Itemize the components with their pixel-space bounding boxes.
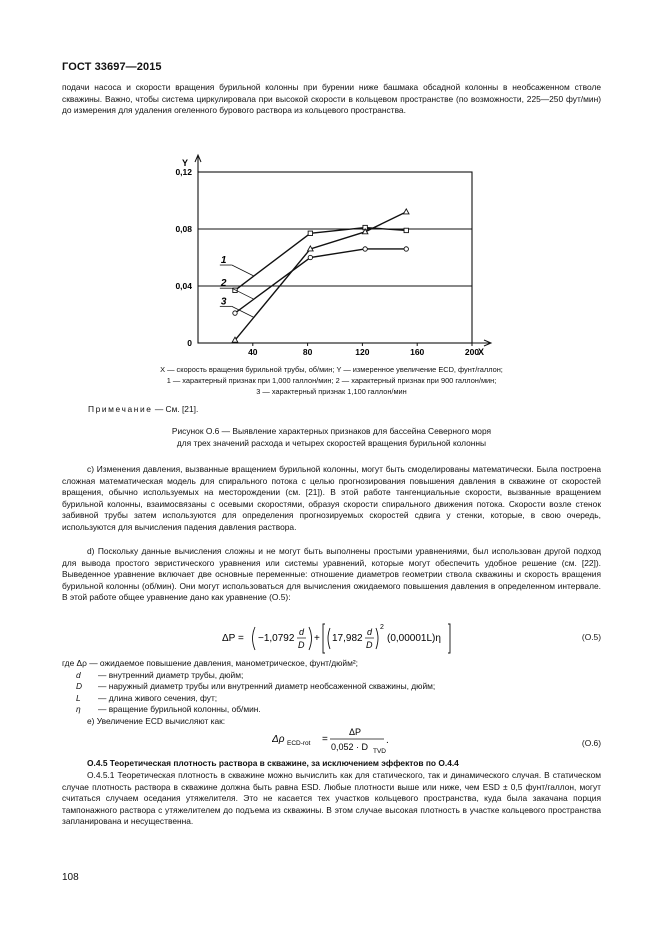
- def-symbol: D: [76, 681, 83, 692]
- definition-row: [62, 670, 435, 682]
- eq5-coef2: 17,982: [332, 633, 363, 644]
- x-tick-label: 160: [410, 347, 425, 357]
- x-tick-label: 120: [355, 347, 370, 357]
- def-symbol: L: [76, 692, 81, 703]
- eq5-frac-num: d: [299, 627, 305, 637]
- definition-row: [62, 704, 435, 716]
- eq5-lhs: ΔP =: [222, 633, 244, 644]
- chart-frame: [195, 155, 491, 346]
- eq6-dot: .: [386, 735, 389, 746]
- eq5-tail: (0,00001L)η: [387, 633, 441, 644]
- definition-row: [62, 681, 435, 693]
- paragraph-e: e) Увеличение ECD вычисляют как:: [87, 715, 226, 726]
- page-number: 108: [62, 872, 79, 883]
- eq5-exponent: 2: [380, 624, 384, 631]
- series-label-3: 3: [220, 296, 227, 308]
- series-point-2: [233, 311, 237, 315]
- page-header: ГОСТ 33697—2015: [62, 61, 162, 73]
- paragraph-c: c) Изменения давления, вызванные вращением бурильной колонны, могут быть смоделированы математически. Была построена сложная математическая модель для спирального потока с целью прогнозирования повышения давления в скважине от скоростей вращения, обычно используемых на месторождении (см. [21]). В этой работе тангенциальные скорости, вызванные вращением бурильной колонны, взаимосвязаны с осевыми скоростями, образуя скорости спирального движения потока. Скорости возле стенок забивной трубы затем используются для определения прогнозируемых скоростей сдвига у стенки, которые, в свою очередь, используются для вычисления падения давления раствора.: [62, 464, 601, 532]
- intro-paragraph: подачи насоса и скорости вращения бурильной колонны при бурении ниже башмака обсадной колонны в необсаженном стволе скважины. Важно, чтобы система циркулировала при высокой скорости в кольцевом пространстве (по возможности, 225—250 фут/мин) до измерения для удаления огеленного бурового раствора из кольцевого пространства.: [62, 82, 601, 116]
- series-point-2: [308, 255, 312, 259]
- note-label: Примечание: [88, 404, 153, 414]
- y-tick-label: 0,04: [175, 281, 192, 291]
- definition-row: [62, 693, 435, 705]
- eq6-numerator: ΔP: [349, 727, 362, 737]
- chart-caption: [62, 364, 601, 397]
- eq5-frac-den: D: [298, 640, 305, 650]
- y-tick-label: 0: [187, 338, 192, 348]
- eq6-denominator: 0,052 · D: [331, 742, 369, 752]
- series-label-2: 2: [220, 278, 227, 290]
- caption-line: 3 — характерный признак 1,100 галлон/мин: [256, 387, 407, 396]
- x-tick-label: 200: [464, 347, 480, 357]
- figure-note: [88, 404, 198, 414]
- eq5-coef1: −1,0792: [258, 633, 295, 644]
- paragraph-0451: О.4.5.1 Теоретическая плотность в скважине можно вычислить как для статического, так и динамического случая. В статическом случае плотность раствора в скважине должна быть равна ESD. Любые плотности выше или ниже, чем ESD ± 0,5 фунт/галлон, могут считаться случаем оседания утяжелителя. Это не касается тех участков кольцевого пространства, куда была закачана порция тампонажного раствора с утяжелителем до подъема из скважины. В этом случае высокая плотность в участке кольцевого пространства запланирована и несущественна.: [62, 770, 601, 827]
- series-point-1: [404, 228, 408, 232]
- where-line: где Δρ — ожидаемое повышение давления, манометрическое, фунт/дюйм²;: [62, 658, 358, 668]
- figure-title-line: Рисунок О.6 — Выявление характерных признаков для бассейна Северного моря: [171, 426, 492, 436]
- chart-grid: [198, 229, 472, 286]
- definitions: [62, 658, 435, 728]
- caption-line: 1 — характерный признак при 1,000 галлон/мин; 2 — характерный признак при 900 галлон/мин;: [166, 376, 497, 385]
- series-point-1: [308, 231, 312, 235]
- eq6-lhs: Δρ: [272, 734, 285, 745]
- figure-title-line: для трех значений расхода и четырех скоростей вращения бурильной колонны: [176, 438, 487, 448]
- equation-o5: [222, 620, 452, 656]
- series-line-3: [235, 212, 406, 340]
- series-point-2: [363, 247, 367, 251]
- section-heading: О.4.5 Теоретическая плотность раствора в скважине, за исключением эффектов по О.4.4: [87, 758, 459, 768]
- eq6-den-sub: TVD: [373, 748, 386, 755]
- eq6-lhs-sub: ECD-rot: [287, 740, 311, 747]
- y-tick-label: 0,08: [175, 224, 192, 234]
- y-tick-label: 0,12: [175, 167, 192, 177]
- x-axis-label: X: [478, 347, 485, 357]
- series-point-2: [404, 247, 408, 251]
- chart-labels: [182, 158, 484, 357]
- eq6-number: (О.6): [581, 738, 601, 748]
- plot-border: [198, 172, 472, 343]
- caption-line: X — скорость вращения бурильной трубы, об/мин; Y — измеренное увеличение ECD, фунт/галлон;: [160, 365, 503, 374]
- def-symbol: η: [76, 704, 81, 715]
- leader-line-2: [232, 288, 254, 299]
- def-text: — наружный диаметр трубы или внутренний диаметр необсаженной скважины, дюйм;: [98, 681, 436, 692]
- series-label-1: 1: [220, 255, 227, 267]
- def-text: — длина живого сечения, фут;: [98, 692, 218, 703]
- paragraph-d: d) Поскольку данные вычисления сложны и не могут быть выполнены простыми уравнениями, был использован другой подход для вывода простого эвристического уравнения или системы уравнений, которые могут обеспечить удобное решение (см. [22]). Выведенное уравнение включает две основные переменные: отношение диаметров геометрии ствола скважины и скорость вращения бурильной колонны (об/мин). Они могут использоваться для вычисления ожидаемого повышения давления в определенном интервале. В этой работе общее уравнение дано как уравнение (О.5):: [62, 546, 601, 603]
- def-text: — вращение бурильной колонны, об/мин.: [98, 704, 261, 715]
- def-text: — внутренний диаметр трубы, дюйм;: [98, 669, 244, 680]
- eq5-frac2-num: d: [367, 627, 373, 637]
- eq5-number: (О.5): [581, 632, 601, 642]
- rotation-ecd-chart: [150, 140, 510, 360]
- def-symbol: d: [76, 669, 81, 680]
- series-line-1: [235, 228, 406, 291]
- svg-text:+: +: [314, 633, 320, 644]
- y-axis-label: Y: [182, 158, 189, 168]
- figure-title: [62, 425, 601, 449]
- leader-line-1: [232, 265, 254, 276]
- note-text: — См. [21].: [154, 404, 199, 414]
- series-point-3: [403, 209, 409, 214]
- eq5-frac2-den: D: [366, 640, 373, 650]
- x-tick-label: 40: [248, 347, 258, 357]
- eq6-equals: =: [322, 734, 328, 745]
- series-line-2: [235, 249, 406, 313]
- x-tick-label: 80: [302, 347, 313, 357]
- equation-o6: [272, 722, 412, 756]
